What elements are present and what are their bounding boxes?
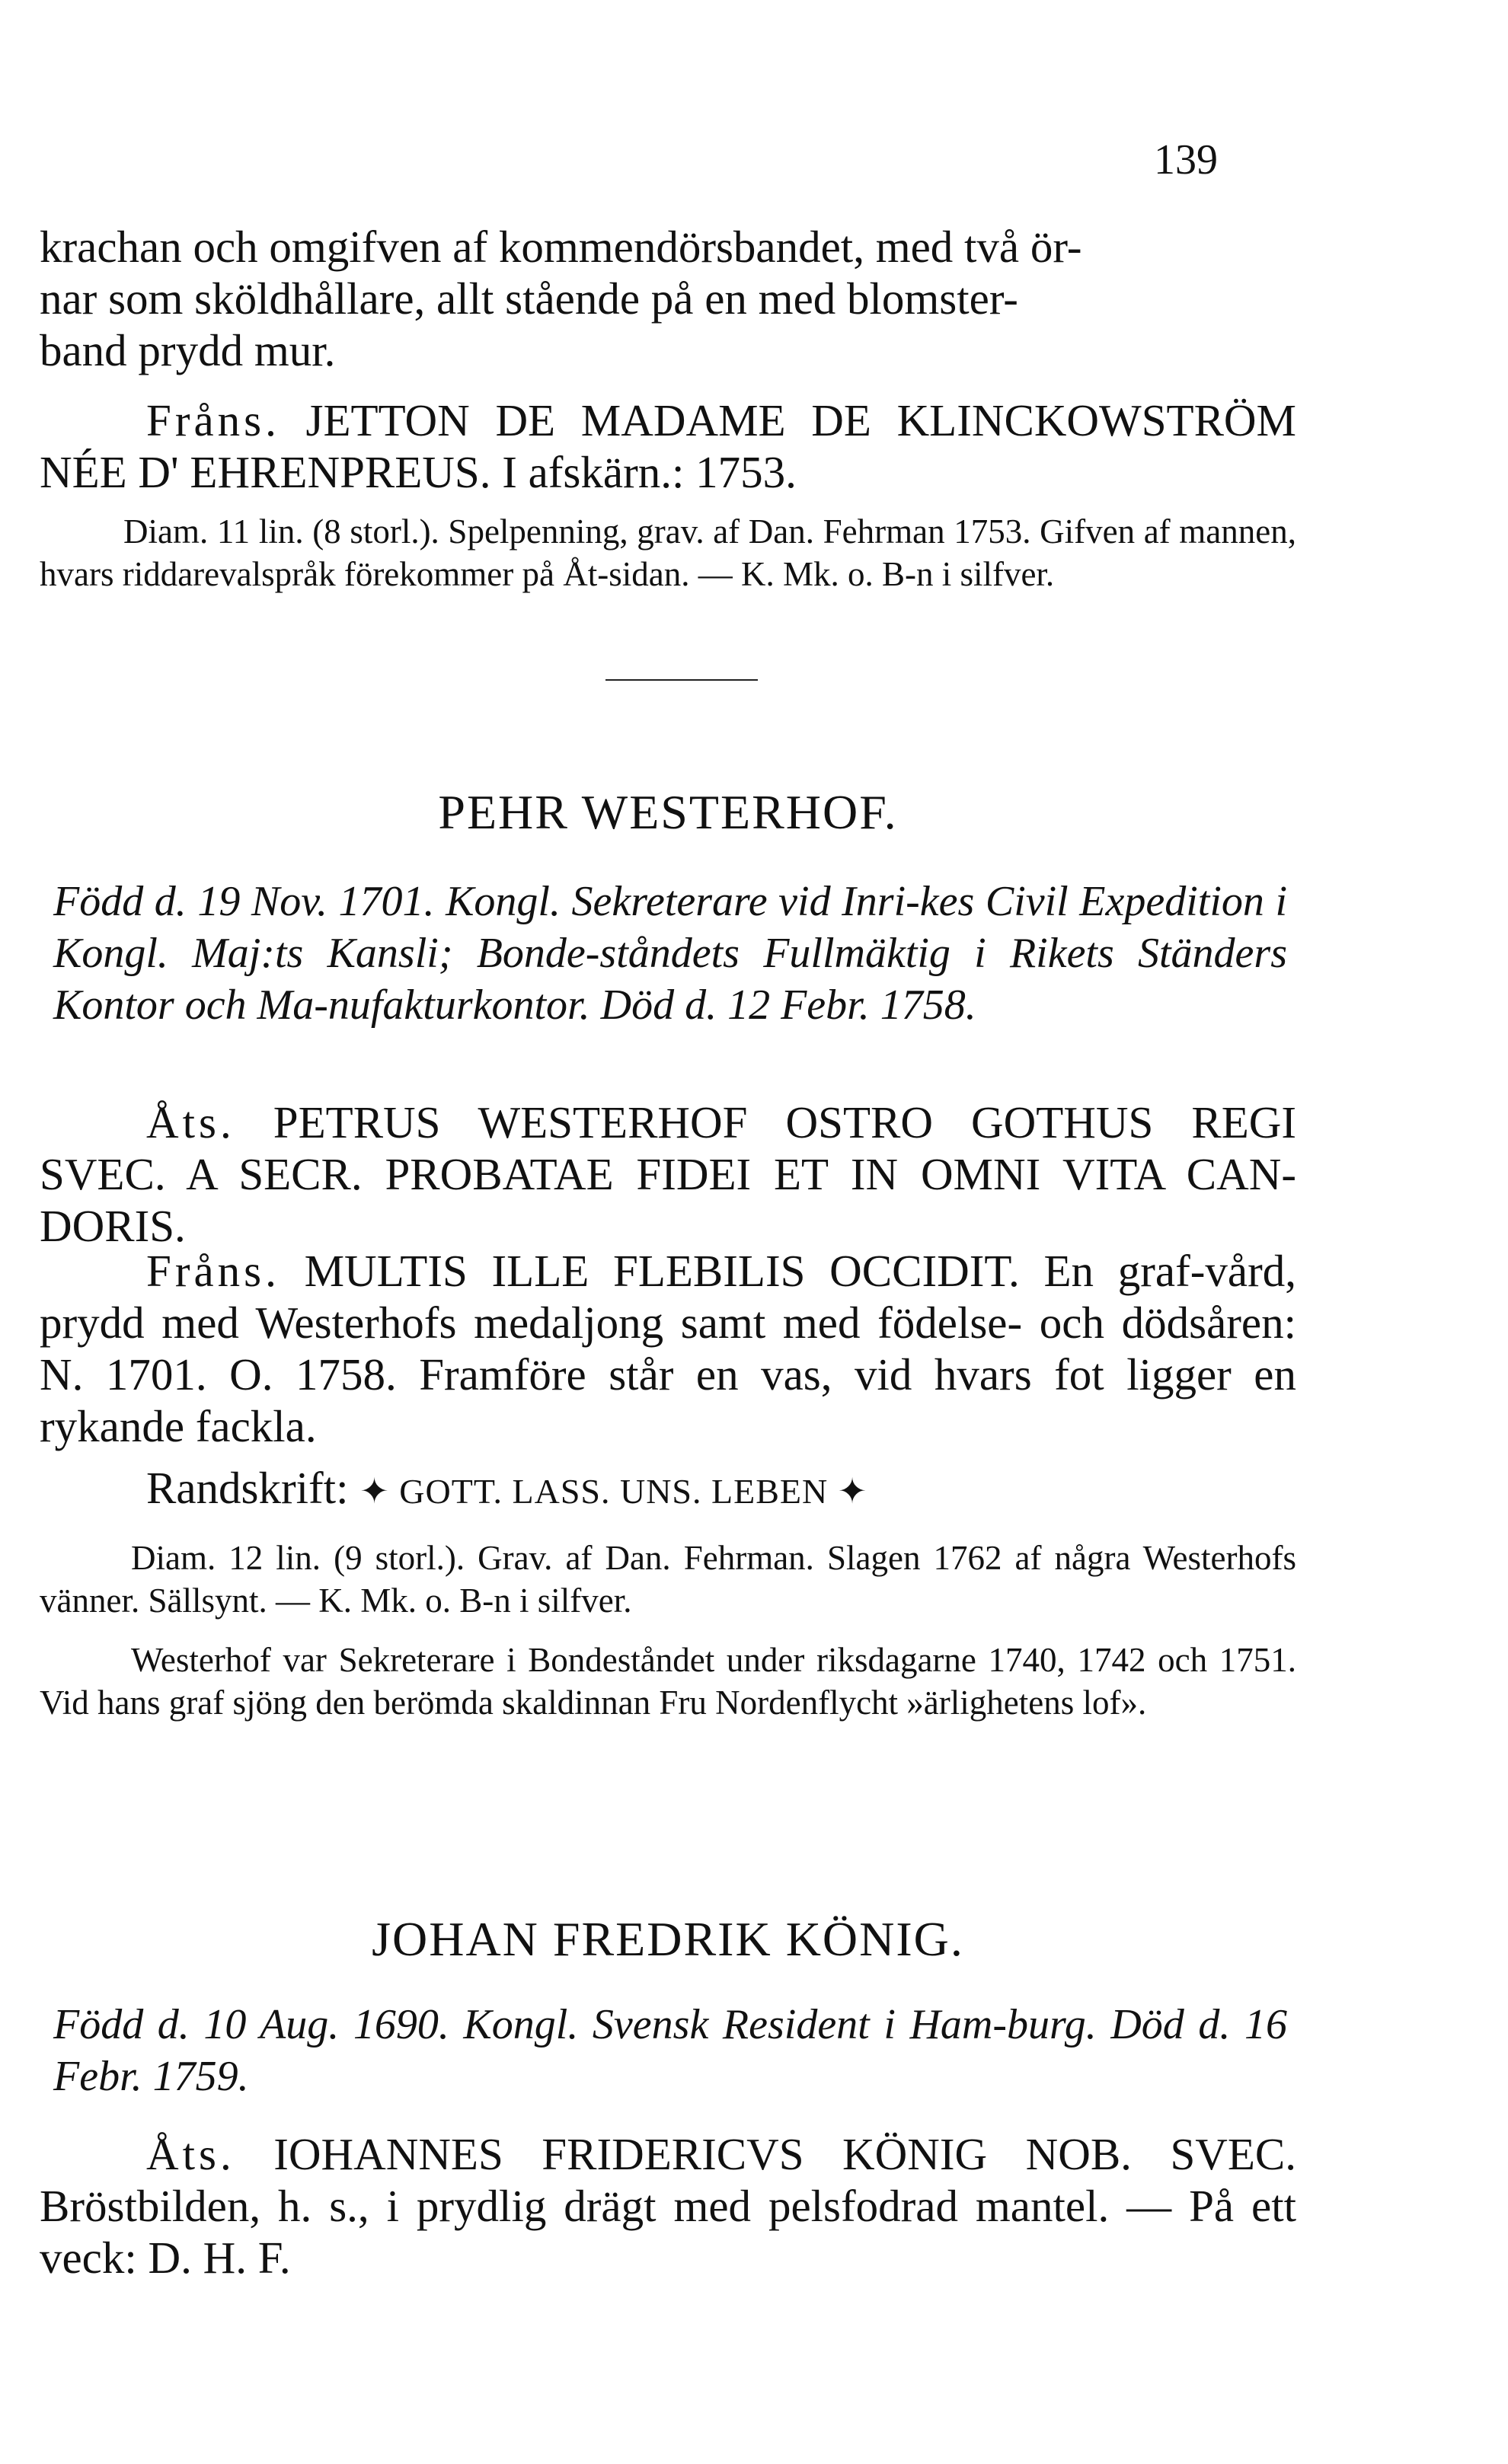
- ats2-lead: Åts.: [146, 2129, 235, 2179]
- frans2-text: MULTIS ILLE FLEBILIS OCCIDIT. En graf-vård, prydd med Westerhofs medaljong samt med födelse- och dödsåren: N. 1701. O. 1758. Framföre står en vas, vid hvars fot ligger en rykande fackla.: [40, 1246, 1296, 1451]
- paragraph-randskrift: [40, 1462, 1296, 1518]
- frans2-lead: Fråns.: [146, 1246, 280, 1296]
- randskrift-lead: Randskrift:: [146, 1463, 349, 1513]
- ats-text: PETRUS WESTERHOF OSTRO GOTHUS REGI SVEC. A SECR. PROBATAE FIDEI ET IN OMNI VITA CAN-DORIS.: [40, 1097, 1297, 1251]
- paragraph-intro: krachan och omgifven af kommendörsbandet, med två ör- nar som sköldhållare, allt stående på en med blomster- band prydd mur.: [40, 222, 1082, 375]
- paragraph-diam-1: Diam. 11 lin. (8 storl.). Spelpenning, grav. af Dan. Fehrman 1753. Gifven af mannen, hvars riddarevalspråk förekommer på Åt-sidan. — K. Mk. o. B-n i silfver.: [40, 512, 1296, 593]
- ats-lead: Åts.: [146, 1097, 235, 1147]
- paragraph-frans-1: [40, 394, 1296, 498]
- ats2-text: IOHANNES FRIDERICVS KÖNIG NOB. SVEC. Bröstbilden, h. s., i prydlig drägt med pelsfodrad mantel. — På ett veck: D. H. F.: [40, 2129, 1297, 2283]
- paragraph-ats-1: [40, 1096, 1296, 1252]
- frans-text: JETTON DE MADAME DE KLINCKOWSTRÖM NÉE D' EHRENPREUS. I afskärn.: 1753.: [40, 395, 1296, 497]
- heading-pehr-westerhof: PEHR WESTERHOF.: [438, 785, 898, 839]
- paragraph-westerhof-note: Westerhof var Sekreterare i Bondeståndet under riksdagarne 1740, 1742 och 1751. Vid hans graf sjöng den berömda skaldinnan Fru Nordenflycht »ärlighetens lof».: [40, 1641, 1296, 1722]
- paragraph-diam-2: Diam. 12 lin. (9 storl.). Grav. af Dan. Fehrman. Slagen 1762 af några Westerhofs vänner. Sällsynt. — K. Mk. o. B-n i silfver.: [40, 1539, 1296, 1620]
- randskrift-text: ✦ GOTT. LASS. UNS. LEBEN ✦: [359, 1472, 868, 1511]
- bio-konig: Född d. 10 Aug. 1690. Kongl. Svensk Resident i Ham-burg. Död d. 16 Febr. 1759.: [53, 2001, 1287, 2100]
- heading-johan-fredrik-konig: JOHAN FREDRIK KÖNIG.: [372, 1912, 964, 1966]
- section-divider: [605, 679, 758, 681]
- paragraph-ats-2: [40, 2128, 1296, 2284]
- page-number: 139: [1154, 136, 1218, 184]
- frans-lead: Fråns.: [146, 395, 280, 445]
- bio-westerhof: Född d. 19 Nov. 1701. Kongl. Sekreterare vid Inri-kes Civil Expedition i Kongl. Maj:ts Kansli; Bonde-ståndets Fullmäktig i Rikets Ständers Kontor och Ma-nufakturkontor. Död d. 12 Febr. 1758.: [53, 878, 1287, 1029]
- paragraph-frans-2: [40, 1245, 1296, 1452]
